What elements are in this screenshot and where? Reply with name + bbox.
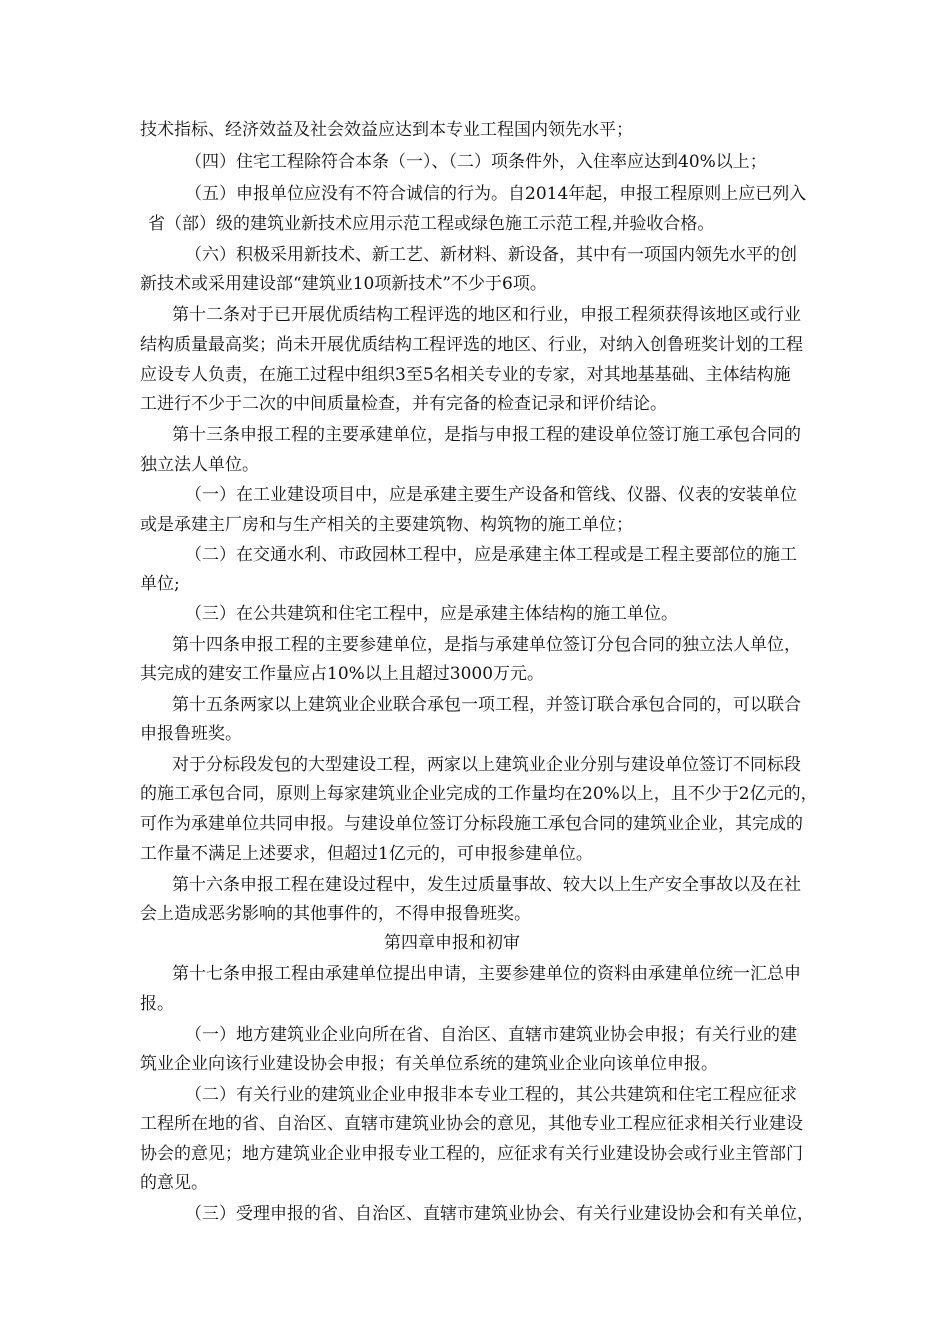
text-line: 筑业企业向该行业建设协会申报；有关单位系统的建筑业企业向该单位申报。 (140, 1054, 718, 1074)
text-line: 独立法人单位。 (140, 455, 259, 475)
text-line: （一）在工业建设项目中，应是承建主要生产设备和管线、仪器、仪表的安装单位 (185, 485, 797, 505)
text-line: 单位; (140, 574, 180, 594)
text-line: （二）在交通水利、市政园林工程中，应是承建主体工程或是工程主要部位的施工 (185, 545, 797, 565)
text-line: 报。 (140, 994, 174, 1014)
text-line: 对于分标段发包的大型建设工程，两家以上建筑业企业分别与建设单位签订不同标段 (172, 755, 801, 775)
text-line: （三）受理申报的省、自治区、直辖市建筑业协会、有关行业建设协会和有关单位， (185, 1204, 814, 1224)
text-line: 第十七条申报工程由承建单位提出申请，主要参建单位的资料由承建单位统一汇总申 (172, 964, 801, 984)
text-line: （三）在公共建筑和住宅工程中，应是承建主体结构的施工单位。 (185, 604, 678, 624)
text-line: 的施工承包合同，原则上每家建筑业企业完成的工作量均在20%以上，且不少于2亿元的， (140, 784, 818, 804)
chapter-heading: 第四章申报和初审 (384, 933, 520, 953)
text-line: 的意见。 (140, 1173, 208, 1193)
text-line: 结构质量最高奖；尚未开展优质结构工程评选的地区、行业，对纳入创鲁班奖计划的工程 (140, 335, 803, 355)
text-line: 工进行不少于二次的中间质量检查，并有完备的检查记录和评价结论。 (140, 394, 667, 414)
text-line: 第十三条申报工程的主要承建单位，是指与申报工程的建设单位签订施工承包合同的 (172, 425, 801, 445)
text-line: （四）住宅工程除符合本条（一）、（二）项条件外，入住率应达到40%以上； (185, 152, 767, 172)
text-line: 省（部）级的建筑业新技术应用示范工程或绿色施工示范工程,并验收合格。 (148, 214, 715, 234)
text-line: 新技术或采用建设部“建筑业10项新技术”不少于6项。 (140, 274, 547, 294)
text-line: 第十四条申报工程的主要参建单位，是指与承建单位签订分包合同的独立法人单位， (172, 635, 801, 655)
text-line: 协会的意见；地方建筑业企业申报专业工程的，应征求有关行业建设协会或行业主管部门 (140, 1144, 803, 1164)
text-line: 可作为承建单位共同申报。与建设单位签订分标段施工承包合同的建筑业企业，其完成的 (140, 814, 803, 834)
text-line: （一）地方建筑业企业向所在省、自治区、直辖市建筑业协会申报；有关行业的建 (185, 1025, 797, 1045)
text-line: 工程所在地的省、自治区、直辖市建筑业协会的意见，其他专业工程应征求相关行业建设 (140, 1114, 803, 1134)
text-line: 工作量不满足上述要求，但超过1亿元的，可申报参建单位。 (140, 844, 593, 864)
text-line: 第十五条两家以上建筑业企业联合承包一项工程，并签订联合承包合同的，可以联合 (172, 695, 801, 715)
text-line: （二）有关行业的建筑业企业申报非本专业工程的，其公共建筑和住宅工程应征求 (185, 1085, 797, 1105)
text-line: 应设专人负责，在施工过程中组织3至5名相关专业的专家，对其地基基础、主体结构施 (140, 365, 791, 385)
text-line: 或是承建主厂房和与生产相关的主要建筑物、构筑物的施工单位； (140, 515, 633, 535)
text-line: 第十二条对于已开展优质结构工程评选的地区和行业，申报工程须获得该地区或行业 (172, 305, 801, 325)
text-line: 其完成的建安工作量应占10%以上且超过3000万元。 (140, 664, 545, 684)
text-line: （五）申报单位应没有不符合诚信的行为。自2014年起，申报工程原则上应已列入 (185, 184, 807, 204)
text-line: 申报鲁班奖。 (140, 724, 242, 744)
text-line: （六）积极采用新技术、新工艺、新材料、新设备，其中有一项国内领先水平的创 (185, 245, 797, 265)
text-line: 第十六条申报工程在建设过程中，发生过质量事故、较大以上生产安全事故以及在社 (172, 875, 801, 895)
text-line: 技术指标、经济效益及社会效益应达到本专业工程国内领先水平； (140, 120, 633, 140)
text-line: 会上造成恶劣影响的其他事件的，不得申报鲁班奖。 (140, 904, 531, 924)
